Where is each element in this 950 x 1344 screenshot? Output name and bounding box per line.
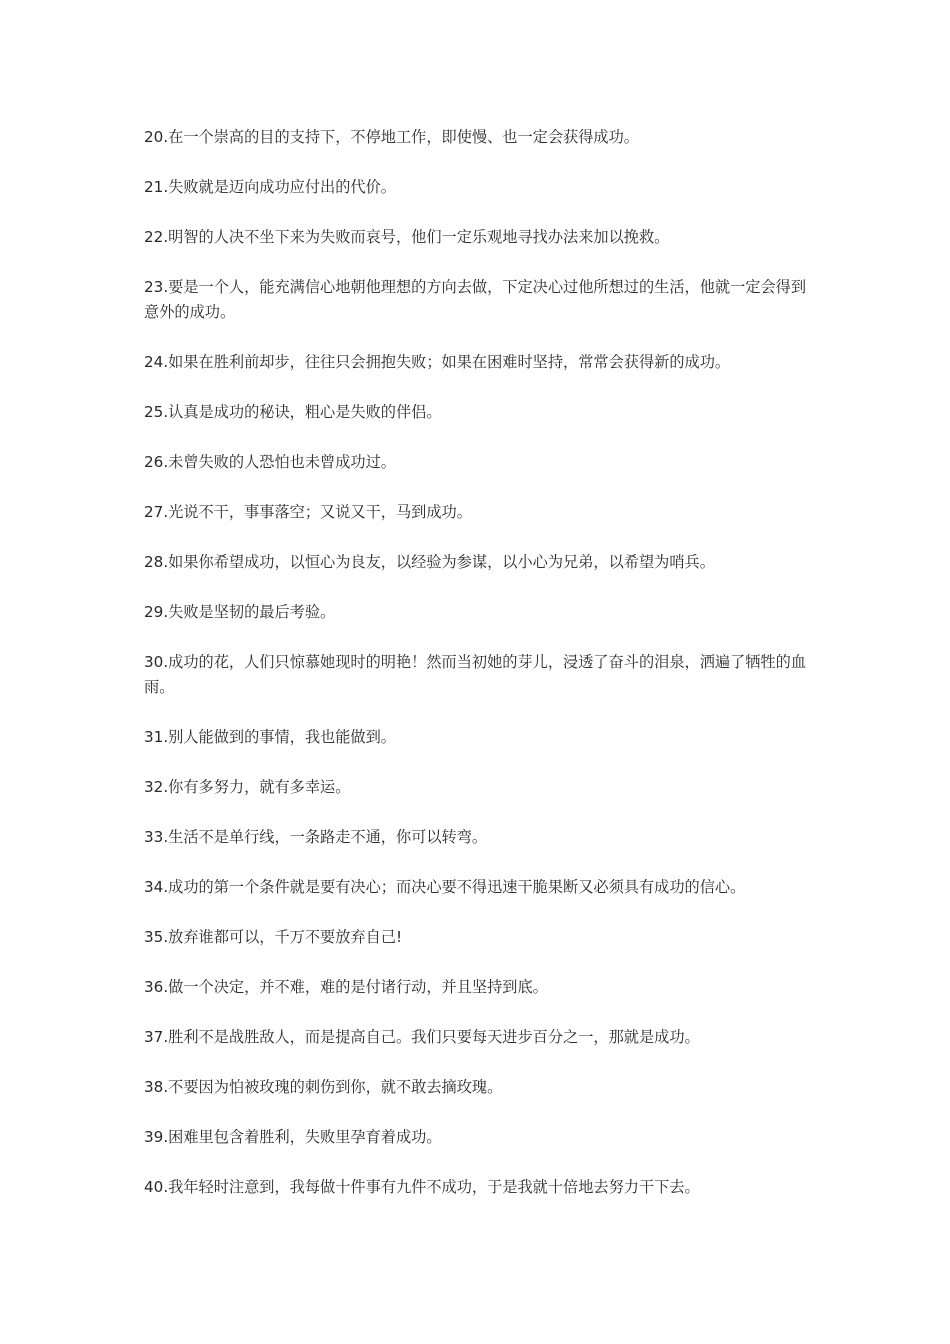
quote-item-29: 29.失败是坚韧的最后考验。 xyxy=(144,603,336,621)
quote-item-21: 21.失败就是迈向成功应付出的代价。 xyxy=(144,178,396,196)
quote-item-37: 37.胜利不是战胜敌人，而是提高自己。我们只要每天进步百分之一，那就是成功。 xyxy=(144,1028,700,1046)
quote-list xyxy=(144,125,810,1225)
quote-item-40: 40.我年轻时注意到，我每做十件事有九件不成功，于是我就十倍地去努力干下去。 xyxy=(144,1178,700,1196)
quote-item-35: 35.放弃谁都可以，千万不要放弃自己! xyxy=(144,928,403,946)
quote-item-39: 39.困难里包含着胜利，失败里孕育着成功。 xyxy=(144,1128,442,1146)
quote-item-20: 20.在一个崇高的目的支持下，不停地工作，即使慢、也一定会获得成功。 xyxy=(144,128,639,146)
quote-item-27: 27.光说不干，事事落空；又说又干，马到成功。 xyxy=(144,503,472,521)
quote-item-22: 22.明智的人决不坐下来为失败而哀号，他们一定乐观地寻找办法来加以挽救。 xyxy=(144,228,670,246)
quote-item-34: 34.成功的第一个条件就是要有决心；而决心要不得迅速干脆果断又必须具有成功的信心。 xyxy=(144,878,746,896)
quote-item-33: 33.生活不是单行线，一条路走不通，你可以转弯。 xyxy=(144,828,488,846)
quote-item-38: 38.不要因为怕被玫瑰的刺伤到你，就不敢去摘玫瑰。 xyxy=(144,1078,503,1096)
quote-item-32: 32.你有多努力，就有多幸运。 xyxy=(144,778,351,796)
quote-item-25: 25.认真是成功的秘诀，粗心是失败的伴侣。 xyxy=(144,403,442,421)
quote-item-36: 36.做一个决定，并不难，难的是付诸行动，并且坚持到底。 xyxy=(144,978,548,996)
quote-item-28: 28.如果你希望成功，以恒心为良友，以经验为参谋，以小心为兄弟，以希望为哨兵。 xyxy=(144,553,715,571)
quote-item-24: 24.如果在胜利前却步，往往只会拥抱失败；如果在困难时坚持，常常会获得新的成功。 xyxy=(144,353,731,371)
quote-item-30: 30.成功的花，人们只惊慕她现时的明艳！然而当初她的芽儿，浸透了奋斗的泪泉，洒遍了牺牲的血雨。 xyxy=(144,653,807,696)
quote-item-23: 23.要是一个人，能充满信心地朝他理想的方向去做，下定决心过他所想过的生活，他就一定会得到意外的成功。 xyxy=(144,278,807,321)
quote-item-26: 26.未曾失败的人恐怕也未曾成功过。 xyxy=(144,453,396,471)
quote-item-31: 31.别人能做到的事情，我也能做到。 xyxy=(144,728,396,746)
